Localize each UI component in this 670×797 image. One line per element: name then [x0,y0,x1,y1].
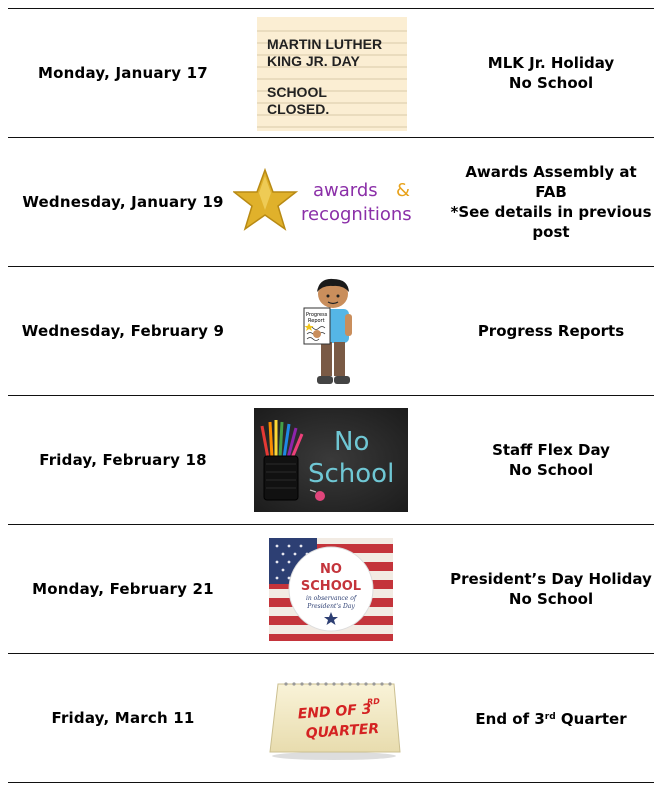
event-description [448,396,654,524]
badge-line3: in observance of [305,595,357,602]
calendar-sup: RD [366,696,381,707]
desc-line: Staff Flex Day [492,441,610,459]
awards-word: awards [313,180,378,201]
badge-line2: SCHOOL [300,579,362,594]
desc-line: post [532,223,570,241]
event-description [448,654,654,782]
schedule-row [8,8,654,137]
boy-progress-report-icon [301,276,363,388]
mlk-line2: KING JR. DAY [267,53,360,69]
recognitions-word: recognitions [301,204,412,225]
desc-line: President’s Day Holiday [450,570,652,588]
event-description [448,267,654,395]
desc-line: Progress Reports [477,322,625,340]
desc-sup: rd [544,712,556,722]
desc-line: Awards Assembly at FAB [465,163,637,201]
schedule-row [8,266,654,395]
chalk-word2: School [308,459,395,489]
chalkboard-no-school-icon [254,408,408,512]
desc-line: *See details in previous [450,203,652,221]
event-description [448,138,654,266]
schedule-row [8,395,654,524]
desc-line: No School [508,590,594,608]
desc-line: No School [508,74,594,92]
calendar-line2: QUARTER [305,720,380,742]
event-description [448,525,654,653]
mlk-line4: CLOSED. [267,101,330,117]
desc-prefix: End of 3 [475,710,545,728]
desc-suffix: Quarter [555,710,627,728]
badge-line1: NO [320,562,342,577]
mlk-line3: SCHOOL [267,84,327,100]
event-description [448,9,654,137]
schedule-row [8,524,654,653]
calendar-line1: END OF 3 [297,701,373,723]
event-date: Wednesday, January 19 [22,193,224,211]
desc-line: MLK Jr. Holiday [487,54,615,72]
schedule-row [8,653,654,783]
event-date: Friday, February 18 [39,451,207,469]
event-date: Wednesday, February 9 [21,322,225,340]
awards-amp: & [396,180,411,201]
desc-line [475,707,626,729]
schedule-table [8,8,654,783]
flag-badge-icon [269,538,393,641]
paper-line1: Progress [306,312,328,318]
chalk-word1: No [334,427,370,457]
paper-line2: Report [308,318,325,324]
event-date: Friday, March 11 [51,709,195,727]
desk-calendar-icon [264,676,404,760]
desc-line: No School [508,461,594,479]
star-awards-icon [233,168,433,238]
schedule-row [8,137,654,266]
event-date: Monday, February 21 [32,580,214,598]
badge-line4: President's Day [307,603,355,610]
event-date: Monday, January 17 [38,64,208,82]
mlk-line1: MARTIN LUTHER [267,36,383,52]
mlk-day-icon [257,17,407,131]
